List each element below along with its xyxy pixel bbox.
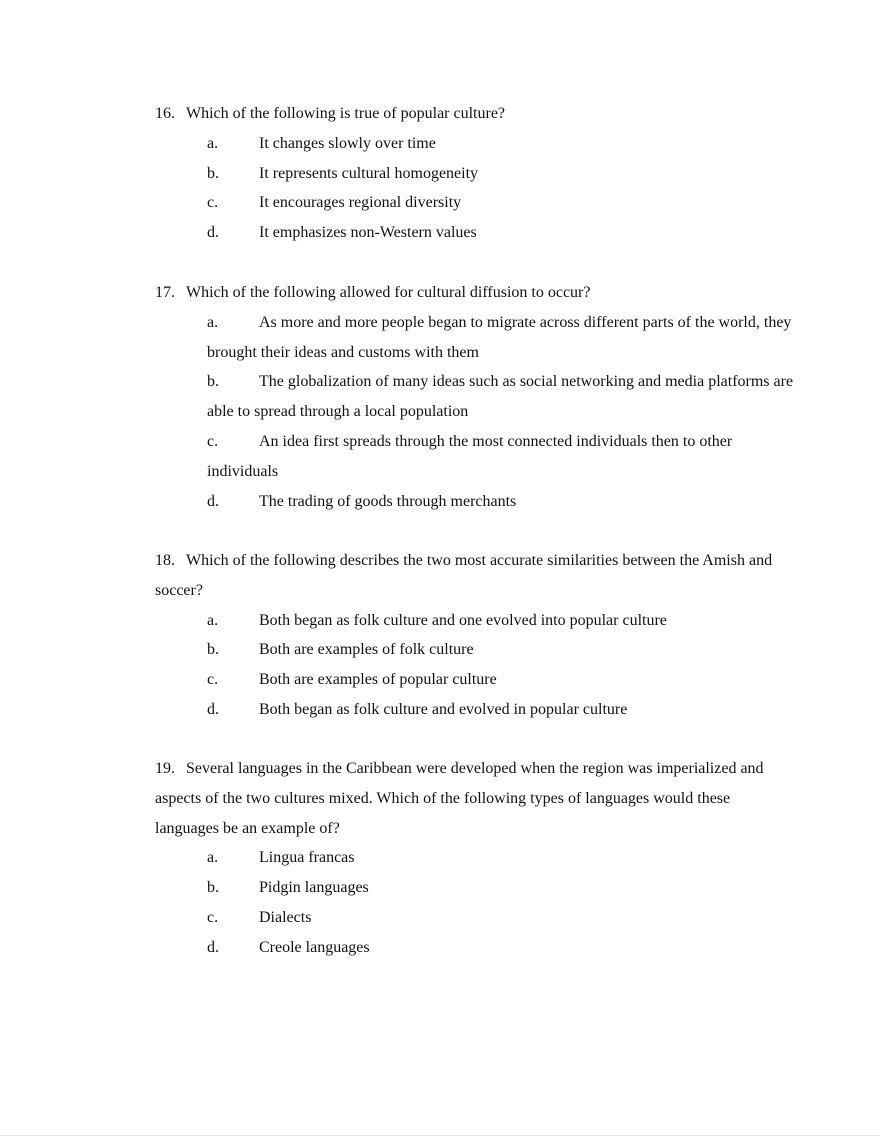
option-letter: a. — [207, 849, 219, 867]
page-bottom-divider — [0, 1135, 880, 1136]
option-d — [155, 933, 795, 963]
option-a — [155, 843, 795, 873]
option-a — [155, 308, 795, 368]
option-a — [155, 606, 795, 636]
option-list — [155, 129, 795, 248]
question-16 — [155, 99, 795, 248]
option-text: The trading of goods through merchants — [259, 492, 517, 510]
option-text: As more and more people began to migrate across different parts of the world, they brought their ideas and customs with them — [207, 313, 792, 361]
option-b — [155, 159, 795, 189]
question-stem — [155, 546, 795, 606]
option-text: Both began as folk culture and one evolved into popular culture — [259, 611, 667, 629]
question-number: 19. — [155, 760, 175, 777]
option-letter: b. — [207, 164, 219, 182]
option-letter: d. — [207, 224, 219, 242]
option-list — [155, 308, 795, 517]
option-letter: d. — [207, 938, 219, 956]
question-text: Which of the following allowed for cultural diffusion to occur? — [186, 284, 591, 301]
option-letter: a. — [207, 134, 219, 152]
option-letter: d. — [207, 700, 219, 718]
option-c — [155, 665, 795, 695]
option-text: Lingua francas — [259, 849, 355, 867]
option-text: It changes slowly over time — [259, 134, 436, 152]
option-text: The globalization of many ideas such as social networking and media platforms are able to spread through a local population — [207, 373, 794, 421]
option-text: An idea first spreads through the most connected individuals then to other individuals — [207, 432, 733, 480]
option-text: Creole languages — [259, 938, 370, 956]
question-stem — [155, 278, 795, 308]
question-19 — [155, 754, 795, 963]
option-c — [155, 427, 795, 487]
option-letter: b. — [207, 879, 219, 897]
option-c — [155, 903, 795, 933]
option-list — [155, 606, 795, 725]
question-number: 16. — [155, 105, 175, 122]
option-text: It encourages regional diversity — [259, 194, 462, 212]
option-letter: b. — [207, 641, 219, 659]
question-stem — [155, 754, 795, 843]
option-a — [155, 129, 795, 159]
question-17 — [155, 278, 795, 516]
question-stem — [155, 99, 795, 129]
option-letter: b. — [207, 373, 219, 391]
option-text: Dialects — [259, 908, 312, 926]
question-text: Which of the following is true of popular culture? — [186, 105, 506, 122]
option-b — [155, 635, 795, 665]
option-text: Both are examples of popular culture — [259, 671, 497, 689]
option-text: Both began as folk culture and evolved in popular culture — [259, 700, 628, 718]
option-letter: c. — [207, 432, 219, 450]
question-text: Which of the following describes the two most accurate similarities between the Amish and soccer? — [155, 552, 773, 599]
question-text: Several languages in the Caribbean were developed when the region was imperialized and aspects of the two cultures mixed. Which of the following types of languages would these languages be an example of? — [155, 760, 764, 837]
option-text: Pidgin languages — [259, 879, 369, 897]
option-list — [155, 843, 795, 962]
option-letter: a. — [207, 611, 219, 629]
option-b — [155, 873, 795, 903]
option-text: Both are examples of folk culture — [259, 641, 474, 659]
question-number: 18. — [155, 552, 175, 569]
option-letter: d. — [207, 492, 219, 510]
option-letter: c. — [207, 671, 219, 689]
option-letter: c. — [207, 908, 219, 926]
question-number: 17. — [155, 284, 175, 301]
option-letter: a. — [207, 313, 219, 331]
option-d — [155, 695, 795, 725]
option-text: It emphasizes non-Western values — [259, 224, 477, 242]
option-d — [155, 487, 795, 517]
option-text: It represents cultural homogeneity — [259, 164, 479, 182]
option-c — [155, 188, 795, 218]
option-letter: c. — [207, 194, 219, 212]
question-18 — [155, 546, 795, 725]
option-d — [155, 218, 795, 248]
option-b — [155, 367, 795, 427]
